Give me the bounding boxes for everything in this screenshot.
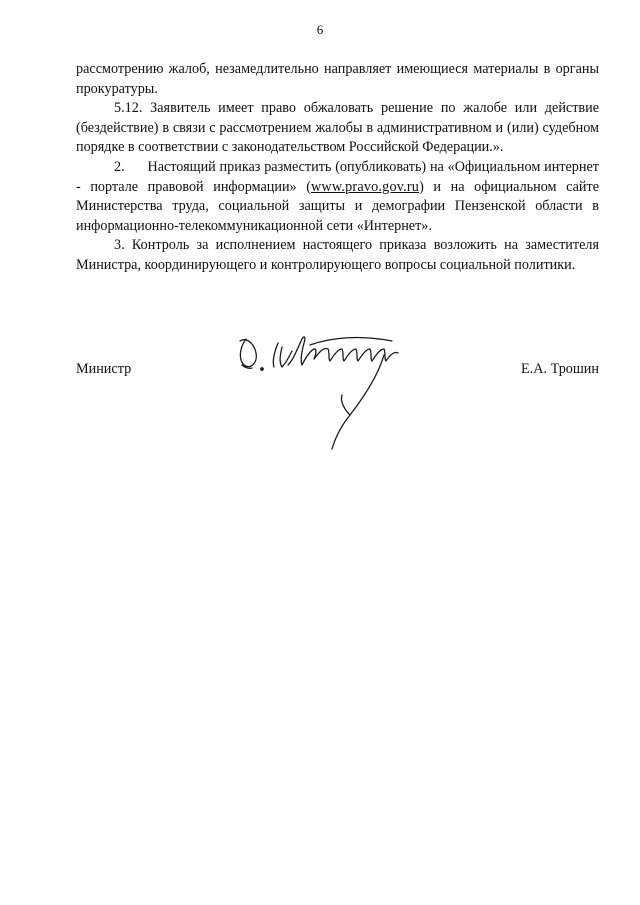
paragraph-3: 3. Контроль за исполнением настоящего приказа возложить на заместителя Министра, координирующего и контролирующего вопросы социальной политики.: [76, 237, 599, 273]
signatory-name: Е.А. Трошин: [521, 361, 599, 377]
paragraph-5-12: 5.12. Заявитель имеет право обжаловать решение по жалобе или действие (бездействие) в связи с рассмотрением жалобы в административном и (или) судебном порядке в соответствии с законодательством Российской Федерации.».: [76, 100, 599, 156]
handwritten-signature: [232, 325, 404, 453]
page-number: 6: [316, 22, 324, 37]
paragraph-2-text-start: 2. Настоящий приказ разместить (опубликовать) на «Официальном интернет - портале правовой информации» (: [76, 158, 603, 195]
document-body: [76, 60, 603, 276]
position-title: Министр: [76, 361, 132, 377]
paragraph-continuation: рассмотрению жалоб, незамедлительно направляет имеющиеся материалы в органы прокуратуры.: [76, 61, 599, 97]
paragraph-2: [76, 158, 603, 236]
pravo-gov-link[interactable]: www.pravo.gov.ru: [310, 178, 420, 195]
paragraph-2-text-end: ) и на официальном сайте Министерства труда, социальной защиты и демографии Пензенской области в информационно-телекоммуникационной сети «Интернет».: [76, 178, 599, 234]
